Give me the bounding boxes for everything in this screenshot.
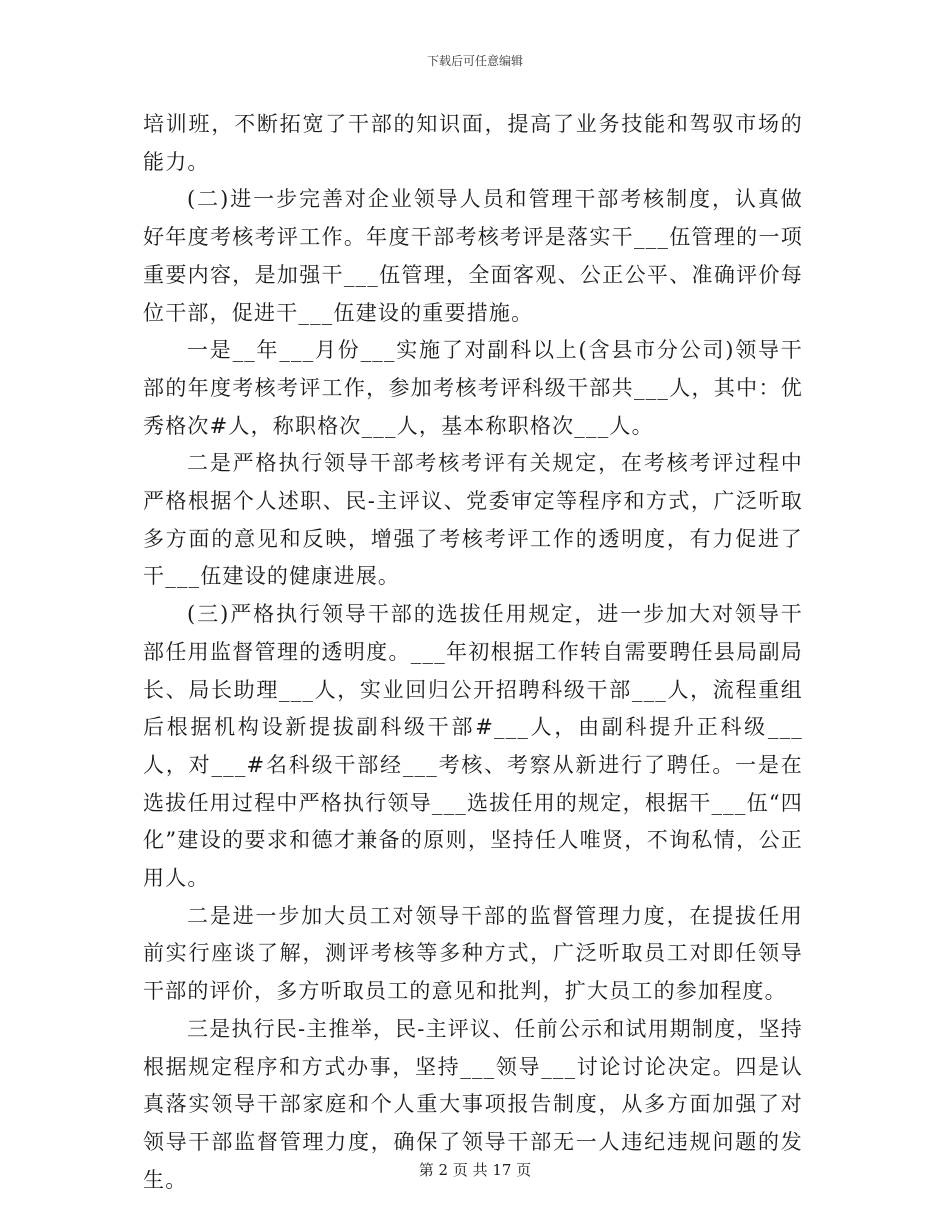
paragraph-section-2: (二)进一步完善对企业领导人员和管理干部考核制度，认真做好年度考核考评工作。年度干部考核考评是落实干___伍管理的一项重要内容，是加强干___伍管理，全面客观、公正公平、准确评价每位干部，促进干___伍建设的重要措施。 [143,187,803,325]
paragraph-item-1: 一是__年___月份___实施了对副科以上(含县市分公司)领导干部的年度考核考评工作，参加考核考评科级干部共___人，其中：优秀格次#人，称职格次___人，基本称职格次___人。 [143,338,803,438]
document-body [143,106,803,1199]
page-header: 下载后可任意编辑 [426,54,523,68]
paragraph-item-2: 二是严格执行领导干部考核考评有关规定，在考核考评过程中严格根据个人述职、民-主评议、党委审定等程序和方式，广泛听取多方面的意见和反映，增强了考核考评工作的透明度，有力促进了干___伍建设的健康进展。 [143,451,803,589]
page-footer: 第 2 页 共 17 页 [418,1161,532,1179]
paragraph-item-4: 三是执行民-主推举，民-主评议、任前公示和试用期制度，坚持根据规定程序和方式办事，坚持___领导___讨论讨论决定。四是认真落实领导干部家庭和个人重大事项报告制度，从多方面加强了对领导干部监督管理力度，确保了领导干部无一人违纪违规问题的发生。 [143,1016,803,1192]
paragraph-section-3: (三)严格执行领导干部的选拔任用规定，进一步加大对领导干部任用监督管理的透明度。___年初根据工作转自需要聘任县局副局长、局长助理___人，实业回归公开招聘科级干部___人，流程重组后根据机构设新提拔副科级干部#___人，由副科提升正科级___人，对___#名科级干部经___考核、考察从新进行了聘任。一是在选拔任用过程中严格执行领导___选拔任用的规定，根据干___伍“四化”建设的要求和德才兼备的原则，坚持任人唯贤，不询私情，公正用人。 [143,602,803,891]
paragraph-continuation: 培训班，不断拓宽了干部的知识面，提高了业务技能和驾驭市场的能力。 [143,112,803,174]
paragraph-item-3: 二是进一步加大员工对领导干部的监督管理力度，在提拔任用前实行座谈了解，测评考核等多种方式，广泛听取员工对即任领导干部的评价，多方听取员工的意见和批判，扩大员工的参加程度。 [143,903,803,1004]
